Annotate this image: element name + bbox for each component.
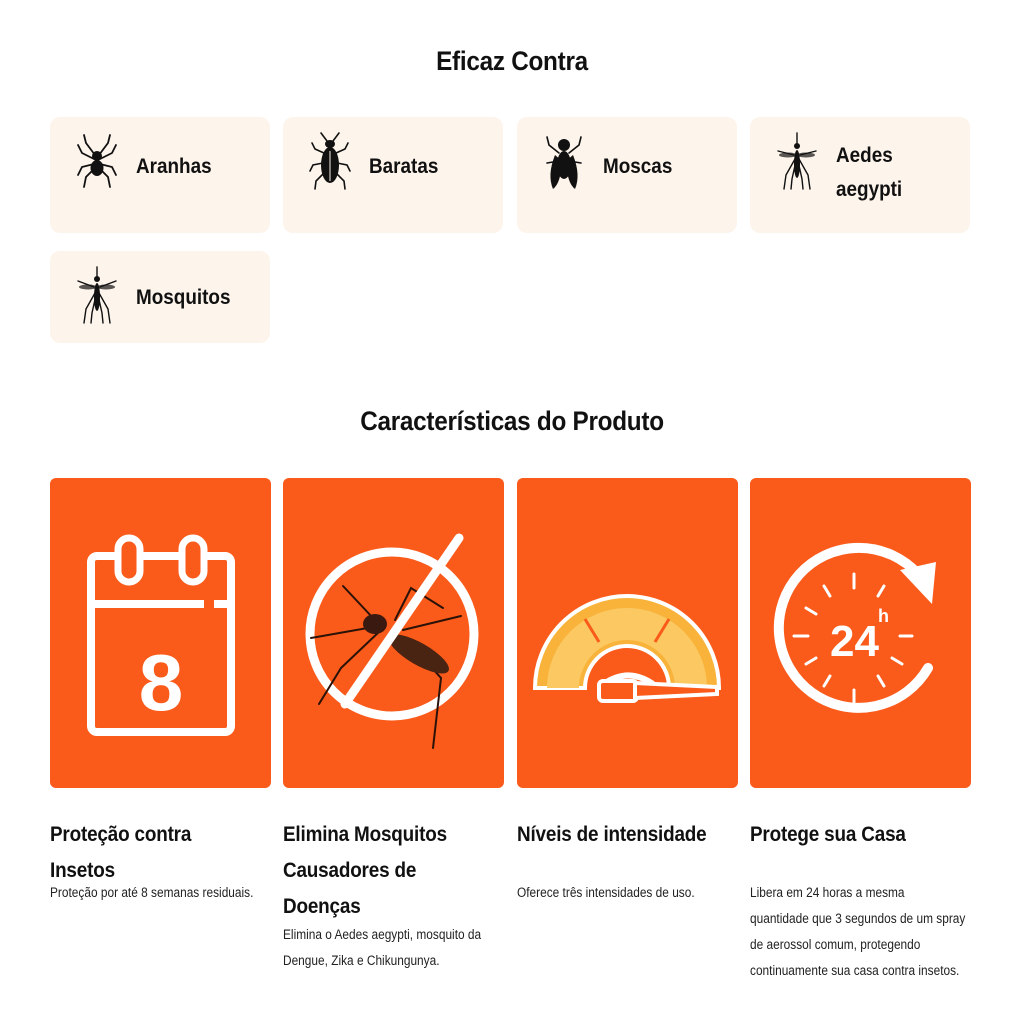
pest-card-mosquitoes [50, 251, 270, 343]
mosquito-icon [74, 265, 120, 325]
feature-tile-insect-protection [50, 478, 271, 788]
feature-desc-kills-mosquitoes: Elimina o Aedes aegypti, mosquito da Dengue, Zika e Chikungunya. [283, 927, 482, 968]
feature-heading-protects-home: Protege sua Casa [750, 823, 906, 846]
pest-card-cockroaches [283, 117, 503, 233]
pest-card-spiders [50, 117, 270, 233]
no-mosquito-icon [283, 478, 504, 788]
pest-label-mosquitoes: Mosquitos [136, 286, 231, 309]
clock-h-superscript: h [878, 606, 889, 626]
feature-tile-kills-mosquitoes [283, 478, 504, 788]
calendar-number: 8 [138, 638, 184, 727]
clock-24-label: 24 [830, 617, 879, 666]
cockroach-icon [307, 131, 353, 191]
section-title-effective-against: Eficaz Contra [436, 46, 588, 76]
pest-card-flies [517, 117, 737, 233]
feature-heading-intensity-levels: Níveis de intensidade [517, 823, 707, 846]
section-title-product-features: Características do Produto [360, 406, 664, 436]
pest-label-flies: Moscas [603, 155, 673, 178]
calendar-icon [50, 478, 271, 788]
feature-heading-insect-protection: Proteção contra Insetos [50, 823, 192, 882]
feature-tile-protects-home [750, 478, 971, 788]
intensity-gauge-icon [517, 478, 738, 788]
pest-label-spiders: Aranhas [136, 155, 212, 178]
feature-desc-intensity-levels: Oferece três intensidades de uso. [517, 885, 695, 900]
pest-label-cockroaches: Baratas [369, 155, 439, 178]
fly-icon [541, 131, 587, 191]
feature-tile-intensity-levels [517, 478, 738, 788]
pest-card-aedes-aegypti [750, 117, 970, 233]
pest-label-aedes-aegypti: Aedes aegypti [836, 144, 903, 201]
feature-desc-insect-protection: Proteção por até 8 semanas residuais. [50, 885, 254, 900]
feature-heading-kills-mosquitoes: Elimina Mosquitos Causadores de Doenças [283, 823, 447, 918]
spider-icon [74, 131, 120, 191]
aedes-mosquito-icon [774, 131, 820, 191]
24h-clock-icon [750, 478, 971, 788]
feature-desc-protects-home: Libera em 24 horas a mesma quantidade que 3 segundos de um spray de aerossol comum, protegendo continuamente sua casa contra insetos. [750, 885, 966, 978]
